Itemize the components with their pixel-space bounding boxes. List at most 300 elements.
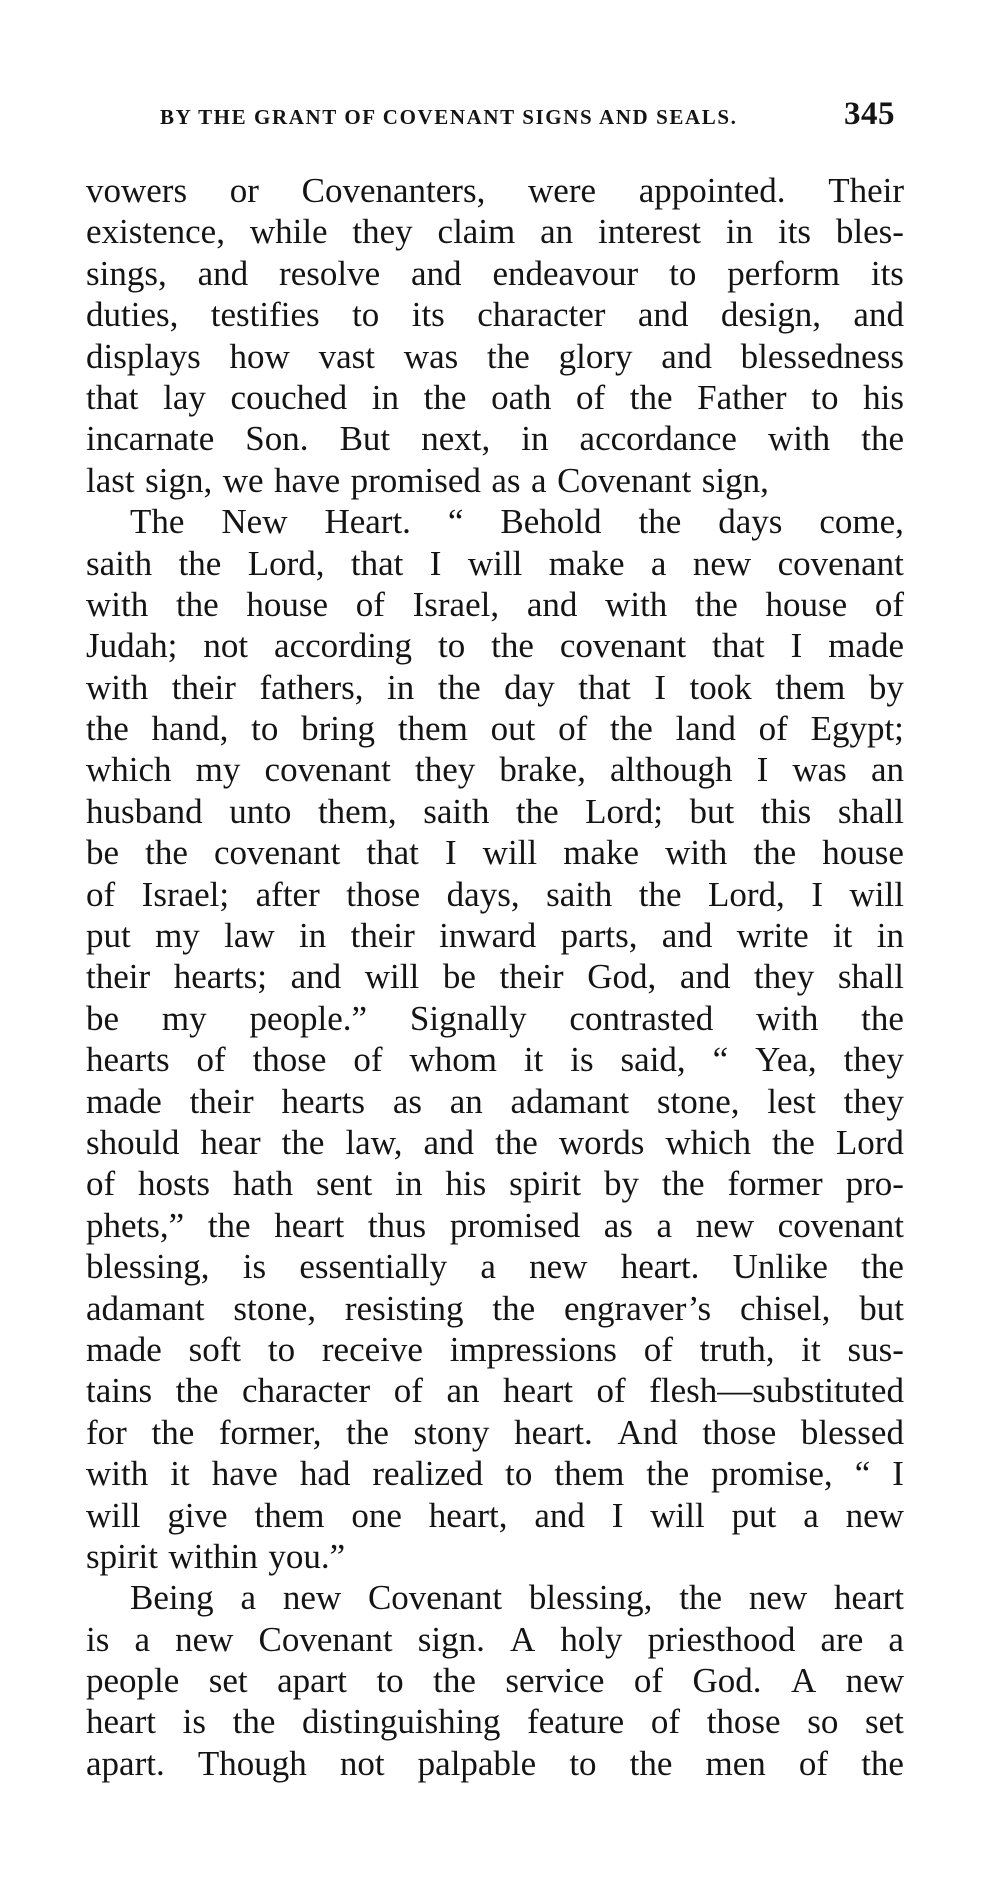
word: shall <box>837 791 904 831</box>
text-line <box>86 253 904 294</box>
word: heart <box>274 1205 345 1245</box>
word: not <box>339 1743 385 1783</box>
word: a <box>134 1619 150 1659</box>
word: the <box>646 1454 690 1494</box>
word: truth, <box>699 1329 775 1369</box>
word: which <box>665 1122 752 1162</box>
word: the <box>145 833 188 873</box>
word: Being <box>130 1578 214 1618</box>
text-line <box>86 708 904 749</box>
word: Father <box>697 377 787 417</box>
word: to <box>251 709 279 749</box>
word: not <box>203 626 249 666</box>
word: engraver’s <box>564 1288 712 1328</box>
word: of <box>575 377 606 417</box>
word: within <box>168 1536 258 1576</box>
text-line <box>86 584 904 625</box>
word: with <box>86 667 149 707</box>
word: to <box>437 626 466 666</box>
word: former <box>727 1164 823 1204</box>
word: parts, <box>560 916 638 956</box>
word: existence, <box>86 212 225 252</box>
word: of <box>650 1702 681 1742</box>
word: an <box>449 1081 483 1121</box>
word: God, <box>587 957 657 997</box>
word: Covenant <box>258 1619 393 1659</box>
word: flesh—substituted <box>649 1371 904 1411</box>
word: phets,” <box>86 1205 185 1245</box>
word: we <box>222 460 264 500</box>
word: and <box>661 336 712 376</box>
word: “ <box>447 502 464 542</box>
word: incarnate <box>86 419 215 459</box>
word: in <box>387 667 415 707</box>
word: apart <box>277 1661 348 1701</box>
word: its <box>777 212 812 252</box>
word: it <box>523 1040 544 1080</box>
word: I <box>790 626 803 666</box>
word: heart <box>503 1371 573 1411</box>
word: them <box>554 1454 625 1494</box>
word: those <box>346 874 421 914</box>
word: heart. <box>620 1247 700 1287</box>
word: bring <box>301 709 376 749</box>
word: in <box>521 419 549 459</box>
word: hosts <box>138 1164 210 1204</box>
word: with <box>665 833 728 873</box>
word: made <box>86 1081 162 1121</box>
word: house <box>822 833 904 873</box>
word: is <box>242 1247 267 1287</box>
word: you.” <box>268 1536 346 1576</box>
word: a <box>888 1619 904 1659</box>
word: an <box>446 1371 480 1411</box>
word: his <box>863 377 904 417</box>
word: the <box>437 667 481 707</box>
word: give <box>167 1495 228 1535</box>
word: the <box>753 833 797 873</box>
word: saith <box>86 543 153 583</box>
word: set <box>208 1661 248 1701</box>
word: have <box>211 1454 278 1494</box>
word: the <box>638 502 682 542</box>
text-line <box>86 1205 904 1246</box>
word: house <box>246 584 329 624</box>
word: new <box>175 1619 234 1659</box>
word: chisel, <box>739 1288 831 1328</box>
word: and <box>534 1495 585 1535</box>
text-line <box>86 625 904 666</box>
word: put <box>86 916 131 956</box>
word: by <box>603 1164 639 1204</box>
word: contrasted <box>569 998 714 1038</box>
word: are <box>820 1619 864 1659</box>
word: so <box>807 1702 839 1742</box>
word: will <box>482 833 538 873</box>
word: the <box>492 1288 536 1328</box>
word: resolve <box>279 253 381 293</box>
word: make <box>563 833 639 873</box>
word: as <box>392 1081 422 1121</box>
word: be <box>442 957 476 997</box>
running-title: BY THE GRANT OF COVENANT SIGNS AND SEALS. <box>160 105 738 129</box>
word: I <box>611 1495 624 1535</box>
word: those <box>706 1702 781 1742</box>
word: sign. <box>417 1619 485 1659</box>
word: had <box>299 1454 351 1494</box>
word: them <box>397 709 468 749</box>
word: new <box>748 1578 808 1618</box>
word: of <box>86 1164 116 1204</box>
word: an <box>540 212 574 252</box>
word: that <box>712 626 765 666</box>
word: stone, <box>656 1081 740 1121</box>
word: although <box>609 750 733 790</box>
word: with <box>86 584 149 624</box>
word: sus- <box>847 1329 904 1369</box>
word: have <box>274 460 341 500</box>
word: sign, <box>701 460 769 500</box>
word: heart. <box>514 1412 593 1452</box>
word: make <box>548 543 625 583</box>
text-line <box>86 1329 904 1370</box>
word: whom <box>409 1040 497 1080</box>
word: holy <box>560 1619 623 1659</box>
text-line <box>86 1619 904 1660</box>
word: as <box>603 1205 633 1245</box>
word: former, <box>218 1412 322 1452</box>
word: vast <box>318 336 375 376</box>
word: of <box>874 584 904 624</box>
word: covenant <box>559 626 687 666</box>
word: is <box>86 1619 110 1659</box>
word: their <box>350 916 415 956</box>
word: of <box>355 584 385 624</box>
word: come, <box>819 502 904 542</box>
word: the <box>629 1743 673 1783</box>
text-line <box>86 1288 904 1329</box>
word: is <box>182 1702 206 1742</box>
word: a <box>656 1205 673 1245</box>
word: should <box>86 1122 180 1162</box>
word: the <box>679 1578 722 1618</box>
word: the <box>232 1702 276 1742</box>
word: put <box>731 1495 777 1535</box>
word: hearts; <box>173 957 268 997</box>
word: to <box>569 1743 597 1783</box>
word: in <box>725 212 754 252</box>
word: interest <box>598 212 702 252</box>
word: and <box>679 957 731 997</box>
word: it <box>170 1454 190 1494</box>
word: essentially <box>299 1247 448 1287</box>
word: that <box>350 543 404 583</box>
word: took <box>689 667 752 707</box>
word: as <box>491 460 521 500</box>
text-line <box>86 1536 904 1577</box>
word: duties, <box>86 295 179 335</box>
word: to <box>811 377 839 417</box>
word: adamant <box>86 1288 205 1328</box>
word: The <box>130 502 185 542</box>
word: Son. <box>245 419 309 459</box>
word: it <box>832 916 853 956</box>
word: their <box>499 957 564 997</box>
word: out <box>490 709 536 749</box>
word: new <box>845 1661 904 1701</box>
text-line <box>86 998 904 1039</box>
word: realized <box>372 1454 484 1494</box>
word: will <box>86 1495 141 1535</box>
word: sign, <box>145 460 213 500</box>
word: them, <box>317 791 397 831</box>
word: the <box>151 1412 195 1452</box>
word: with <box>86 1454 149 1494</box>
word: said, <box>620 1040 686 1080</box>
word: apart. <box>86 1743 165 1783</box>
text-line <box>86 1370 904 1411</box>
word: Though <box>197 1743 307 1783</box>
word: covenant <box>777 543 904 583</box>
word: people <box>86 1661 180 1701</box>
word: fathers, <box>259 667 364 707</box>
word: the <box>86 709 129 749</box>
text-line <box>86 915 904 956</box>
word: Heart. <box>324 502 411 542</box>
word: Israel; <box>141 874 230 914</box>
word: will <box>364 957 420 997</box>
word: promised <box>350 460 481 500</box>
text-line <box>86 543 904 584</box>
word: promise, <box>711 1454 833 1494</box>
word: A <box>509 1619 536 1659</box>
text-line <box>86 1495 904 1536</box>
word: in <box>395 1164 423 1204</box>
word: the <box>772 1122 815 1162</box>
word: hath <box>232 1164 294 1204</box>
word: its <box>411 295 445 335</box>
word: God. <box>692 1661 762 1701</box>
word: in <box>876 916 904 956</box>
text-line <box>86 1122 904 1163</box>
word: tains <box>86 1371 153 1411</box>
word: Yea, <box>755 1040 817 1080</box>
word: soft <box>188 1329 242 1369</box>
word: And <box>617 1412 678 1452</box>
word: new <box>282 1578 342 1618</box>
word: they <box>843 1081 904 1121</box>
word: write <box>736 916 809 956</box>
word: and <box>197 253 249 293</box>
word: sings, <box>86 253 167 293</box>
text-line <box>86 1701 904 1742</box>
word: days, <box>446 874 520 914</box>
word: resisting <box>344 1288 464 1328</box>
word: stone, <box>233 1288 317 1328</box>
word: new <box>529 1247 588 1287</box>
word: I <box>654 667 666 707</box>
word: of <box>758 709 788 749</box>
word: Lord; <box>585 791 663 831</box>
word: be <box>86 998 120 1038</box>
word: in <box>371 377 400 417</box>
word: is <box>570 1040 594 1080</box>
word: of <box>643 1329 673 1369</box>
word: days <box>718 502 783 542</box>
word: which <box>86 750 172 790</box>
word: the <box>638 874 682 914</box>
word: new <box>692 543 752 583</box>
word: new <box>695 1205 755 1245</box>
word: of <box>633 1661 664 1701</box>
word: hearts <box>86 1040 170 1080</box>
word: endeavour <box>492 253 639 293</box>
word: a <box>480 1247 496 1287</box>
word: with <box>605 584 668 624</box>
word: promised <box>449 1205 581 1245</box>
word: a <box>803 1495 819 1535</box>
word: bles- <box>835 212 904 252</box>
word: according <box>274 626 413 666</box>
text-line <box>86 1246 904 1287</box>
word: an <box>870 750 904 790</box>
word: the <box>491 626 534 666</box>
word: appointed. <box>638 171 786 210</box>
word: testifies <box>210 295 320 335</box>
word: sent <box>316 1164 373 1204</box>
word: priesthood <box>647 1619 796 1659</box>
word: was <box>403 336 459 376</box>
word: of <box>196 1040 226 1080</box>
text-line <box>86 1163 904 1204</box>
word: I <box>429 543 442 583</box>
word: heart <box>86 1702 156 1742</box>
word: lay <box>163 377 206 417</box>
word: of <box>353 1040 383 1080</box>
running-head <box>160 96 895 140</box>
word: those <box>702 1412 777 1452</box>
word: the <box>629 377 673 417</box>
word: thus <box>367 1205 427 1245</box>
text-line <box>86 336 904 377</box>
word: set <box>865 1702 904 1742</box>
word: of <box>393 1371 423 1411</box>
word: I <box>444 833 457 873</box>
word: A <box>790 1661 817 1701</box>
word: glory <box>558 336 633 376</box>
word: land <box>675 709 736 749</box>
word: Signally <box>409 998 527 1038</box>
word: with <box>756 998 819 1038</box>
word: a <box>240 1578 256 1618</box>
word: Lord, <box>708 874 785 914</box>
word: while <box>249 212 328 252</box>
word: their <box>171 667 236 707</box>
word: and <box>853 295 904 335</box>
word: and <box>637 295 689 335</box>
word: and <box>526 584 578 624</box>
word: Unlike <box>732 1247 828 1287</box>
word: Israel, <box>412 584 500 624</box>
word: husband <box>86 791 203 831</box>
text-line <box>86 832 904 873</box>
text-line <box>86 1081 904 1122</box>
word: of <box>798 1743 829 1783</box>
word: the <box>433 1661 476 1701</box>
word: this <box>760 791 812 831</box>
word: words <box>558 1122 645 1162</box>
word: made <box>828 626 904 666</box>
word: claim <box>437 212 516 252</box>
word: impressions <box>449 1329 617 1369</box>
word: the <box>178 543 222 583</box>
word: but <box>689 791 735 831</box>
word: to <box>669 253 697 293</box>
word: unto <box>229 791 292 831</box>
word: of <box>596 1371 626 1411</box>
word: Lord <box>835 1122 904 1162</box>
text-line <box>86 749 904 790</box>
word: the <box>861 1247 904 1287</box>
word: blessed <box>800 1412 904 1452</box>
text-line <box>86 1412 904 1453</box>
word: saith <box>546 874 613 914</box>
word: they <box>753 957 815 997</box>
word: hand, <box>151 709 229 749</box>
word: brake, <box>499 750 586 790</box>
word: the <box>861 419 904 459</box>
word: last <box>86 460 135 500</box>
word: house <box>765 584 848 624</box>
text-line <box>86 667 904 708</box>
word: But <box>339 419 391 459</box>
word: hear <box>200 1122 261 1162</box>
word: with <box>767 419 831 459</box>
word: them <box>775 667 846 707</box>
word: that <box>578 667 631 707</box>
word: Covenant <box>367 1578 503 1618</box>
word: design, <box>720 295 821 335</box>
text-line <box>86 294 904 335</box>
word: character <box>477 295 606 335</box>
word: I <box>811 874 823 914</box>
word: in <box>299 916 327 956</box>
word: will <box>849 874 904 914</box>
word: oath <box>491 377 552 417</box>
text-line <box>86 1743 904 1784</box>
word: of <box>558 709 588 749</box>
word: they <box>414 750 476 790</box>
word: new <box>845 1495 904 1535</box>
word: men <box>705 1743 766 1783</box>
word: shall <box>837 957 904 997</box>
word: to <box>376 1661 404 1701</box>
word: Lord, <box>247 543 325 583</box>
word: the <box>695 584 738 624</box>
word: the <box>661 1164 705 1204</box>
word: my <box>155 916 200 956</box>
word: its <box>870 253 904 293</box>
word: one <box>351 1495 402 1535</box>
word: Behold <box>500 502 602 542</box>
word: and <box>411 253 462 293</box>
word: the <box>346 1412 389 1452</box>
word: displays <box>86 336 201 376</box>
text-line <box>86 874 904 915</box>
word: my <box>195 750 241 790</box>
page-number: 345 <box>844 96 895 132</box>
word: vowers <box>86 171 188 210</box>
